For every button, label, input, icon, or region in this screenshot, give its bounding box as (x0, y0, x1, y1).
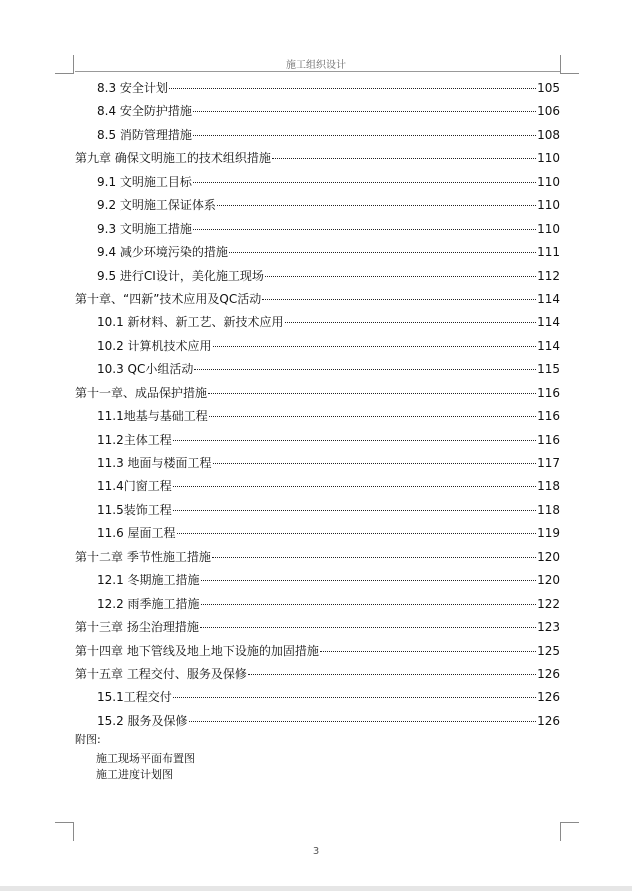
header-divider (75, 71, 560, 72)
toc-entry-page: 118 (537, 502, 560, 517)
toc-entry[interactable] (75, 686, 560, 709)
toc-entry-page: 117 (537, 456, 560, 470)
toc-dot-leader (193, 172, 536, 183)
toc-dot-leader (217, 195, 536, 206)
toc-entry[interactable] (75, 522, 560, 545)
toc-entry-title: 11.5装饰工程 (97, 502, 172, 517)
toc-entry[interactable] (75, 218, 560, 241)
toc-entry[interactable] (75, 124, 560, 147)
toc-entry[interactable] (75, 499, 560, 522)
toc-entry-page: 110 (537, 221, 560, 236)
toc-entry[interactable] (75, 147, 560, 170)
toc-entry-title: 11.3 地面与楼面工程 (97, 456, 212, 470)
toc-dot-leader (248, 664, 536, 675)
toc-entry-page: 122 (537, 596, 560, 611)
toc-entry-title: 9.1 文明施工目标 (97, 174, 192, 189)
toc-entry-title: 11.4门窗工程 (97, 479, 172, 494)
toc-entry-title: 第十四章 地下管线及地上地下设施的加固措施 (75, 643, 319, 658)
toc-entry-title: 第十一章、成品保护措施 (75, 385, 208, 400)
toc-entry-page: 116 (537, 432, 560, 447)
toc-entry-title: 第九章 确保文明施工的技术组织措施 (75, 151, 271, 166)
toc-entry-page: 126 (537, 713, 560, 728)
toc-dot-leader (169, 78, 536, 89)
toc-entry-title: 第十二章 季节性施工措施 (75, 549, 211, 564)
toc-dot-leader (173, 476, 536, 487)
toc-dot-leader (173, 430, 536, 441)
toc-dot-leader (201, 570, 537, 581)
appendix-item: 施工现场平面布置图 (96, 752, 195, 765)
page-gap (0, 886, 632, 891)
toc-entry-page: 110 (537, 151, 560, 166)
toc-entry[interactable] (75, 265, 560, 288)
page-header-title: 施工组织设计 (286, 60, 346, 71)
toc-entry-page: 110 (537, 198, 560, 213)
table-of-contents (75, 77, 560, 733)
toc-entry-title: 10.3 QC小组活动 (97, 362, 194, 377)
toc-dot-leader (213, 453, 537, 464)
toc-dot-leader (208, 383, 536, 394)
toc-dot-leader (194, 359, 536, 370)
toc-dot-leader (262, 289, 536, 300)
toc-entry[interactable] (75, 311, 560, 334)
toc-entry-page: 120 (537, 573, 560, 588)
toc-entry-page: 120 (537, 549, 560, 564)
toc-entry-title: 10.2 计算机技术应用 (97, 338, 212, 353)
toc-entry-title: 第十五章 工程交付、服务及保修 (75, 666, 247, 681)
toc-entry[interactable] (75, 358, 560, 381)
toc-entry[interactable] (75, 335, 560, 358)
toc-entry-title: 8.3 安全计划 (97, 81, 168, 95)
toc-entry-page: 112 (537, 268, 560, 283)
toc-dot-leader (193, 125, 536, 136)
toc-dot-leader (177, 523, 537, 534)
toc-entry[interactable] (75, 241, 560, 264)
toc-entry-page: 119 (537, 526, 560, 541)
page-number: 3 (312, 846, 320, 857)
toc-entry[interactable] (75, 663, 560, 686)
toc-dot-leader (265, 266, 536, 277)
toc-entry-page: 106 (537, 104, 560, 119)
toc-dot-leader (193, 219, 536, 230)
toc-entry-page: 126 (537, 690, 560, 705)
toc-entry-page: 114 (537, 291, 560, 306)
toc-dot-leader (320, 641, 536, 652)
toc-entry-title: 12.2 雨季施工措施 (97, 596, 200, 611)
toc-entry-page: 114 (537, 315, 560, 330)
toc-entry[interactable] (75, 194, 560, 217)
toc-entry[interactable] (75, 546, 560, 569)
crop-mark-bottom-left (55, 822, 74, 841)
toc-entry[interactable] (75, 593, 560, 616)
toc-entry-page: 111 (537, 245, 560, 260)
toc-entry-page: 105 (537, 81, 560, 95)
toc-entry-title: 9.4 减少环境污染的措施 (97, 245, 228, 260)
toc-entry-page: 126 (537, 666, 560, 681)
toc-entry[interactable] (75, 616, 560, 639)
toc-entry[interactable] (75, 710, 560, 733)
toc-entry-page: 115 (537, 362, 560, 377)
toc-dot-leader (173, 687, 536, 698)
toc-dot-leader (212, 547, 536, 558)
toc-entry-title: 11.2主体工程 (97, 432, 172, 447)
toc-entry-page: 125 (537, 643, 560, 658)
toc-entry-page: 116 (537, 409, 560, 424)
appendix-label: 附图: (75, 733, 101, 746)
toc-entry-title: 8.4 安全防护措施 (97, 104, 192, 119)
toc-entry-page: 118 (537, 479, 560, 494)
toc-entry[interactable] (75, 405, 560, 428)
toc-entry-title: 8.5 消防管理措施 (97, 127, 192, 142)
toc-dot-leader (272, 148, 536, 159)
toc-entry-title: 第十三章 扬尘治理措施 (75, 620, 199, 635)
toc-entry[interactable] (75, 100, 560, 123)
toc-dot-leader (173, 500, 536, 511)
toc-entry[interactable] (75, 429, 560, 452)
toc-entry-page: 116 (537, 385, 560, 400)
toc-entry-title: 9.2 文明施工保证体系 (97, 198, 216, 213)
toc-dot-leader (189, 711, 537, 722)
toc-entry-title: 11.6 屋面工程 (97, 526, 176, 541)
toc-entry[interactable] (75, 452, 560, 475)
toc-dot-leader (200, 617, 536, 628)
toc-entry[interactable] (75, 640, 560, 663)
appendix-list (96, 751, 195, 783)
toc-entry-title: 12.1 冬期施工措施 (97, 573, 200, 588)
toc-entry-page: 108 (537, 127, 560, 142)
toc-dot-leader (213, 336, 537, 347)
toc-entry-title: 第十章、“四新”技术应用及QC活动 (75, 291, 262, 306)
crop-mark-bottom-right (560, 822, 579, 841)
toc-dot-leader (193, 101, 536, 112)
toc-entry[interactable] (75, 569, 560, 592)
toc-entry[interactable] (75, 288, 560, 311)
toc-entry-title: 9.5 进行CI设计，美化施工现场 (97, 268, 264, 283)
toc-dot-leader (285, 312, 537, 323)
toc-entry[interactable] (75, 171, 560, 194)
toc-entry-page: 123 (537, 620, 560, 635)
toc-entry-title: 10.1 新材料、新工艺、新技术应用 (97, 315, 284, 330)
toc-entry-title: 15.1工程交付 (97, 690, 172, 705)
toc-dot-leader (209, 406, 536, 417)
toc-dot-leader (229, 242, 536, 253)
toc-entry-page: 110 (537, 174, 560, 189)
appendix-item: 施工进度计划图 (96, 768, 173, 781)
toc-entry-title: 15.2 服务及保修 (97, 713, 188, 728)
toc-dot-leader (201, 594, 537, 605)
toc-entry[interactable] (75, 382, 560, 405)
toc-entry[interactable] (75, 475, 560, 498)
toc-entry-title: 9.3 文明施工措施 (97, 221, 192, 236)
toc-entry-page: 114 (537, 338, 560, 353)
toc-entry[interactable] (75, 77, 560, 100)
toc-entry-title: 11.1地基与基础工程 (97, 409, 208, 424)
